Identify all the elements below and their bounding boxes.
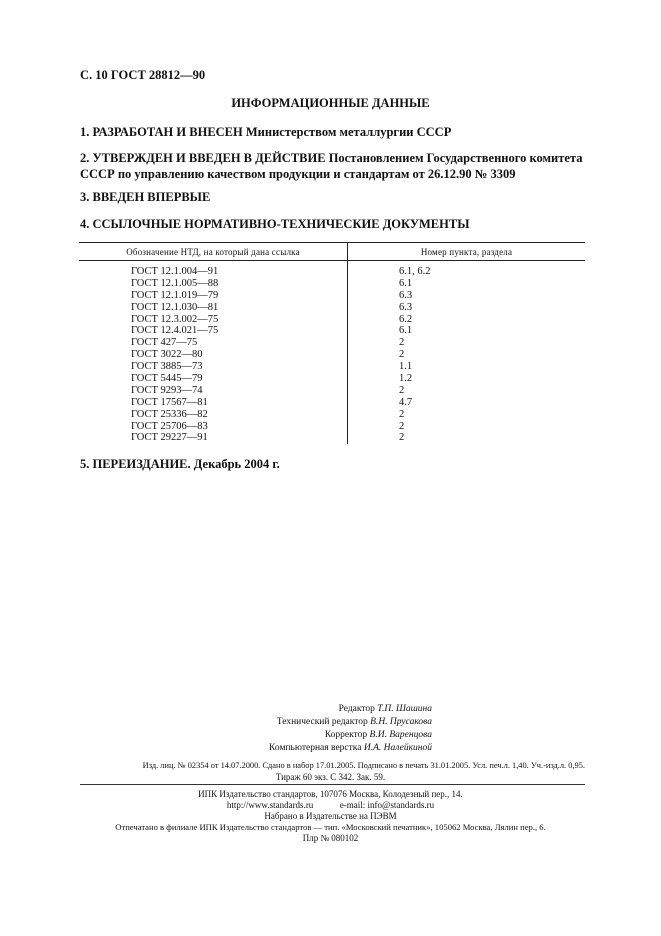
table-cell-point: 2: [399, 432, 405, 444]
publisher-license: Плр № 080102: [302, 833, 359, 843]
table-row: [79, 432, 585, 444]
credit-person: И.А. Налейкиной: [363, 743, 432, 753]
item-text: Постановлением Государственного комитета СССР по управлению качеством продукции и стандартам от 26.12.90 № 3309: [80, 151, 583, 181]
credit-role: Компьютерная верстка: [269, 743, 362, 753]
table-cell-point: 6.1: [399, 325, 413, 337]
table-row: [79, 361, 585, 373]
footer-rule: [80, 784, 585, 785]
table-cell-point: 1.1: [399, 361, 413, 373]
table-cell-document: ГОСТ 12.1.019—79: [131, 289, 219, 301]
item-heading: ПЕРЕИЗДАНИЕ.: [92, 457, 191, 471]
table-cell-document: ГОСТ 12.1.004—91: [131, 266, 219, 277]
credit-editor: [0, 703, 432, 716]
item-number: 3.: [80, 190, 90, 204]
table-cell-document: ГОСТ 25336—82: [131, 408, 208, 420]
publisher-printing: Отпечатано в филиале ИПК Издательство стандартов — тип. «Московский печатник», 105062 Москва, Лялин пер., 6.: [115, 822, 546, 832]
credit-person: Т.П. Шашина: [377, 704, 432, 714]
table-body: [79, 266, 585, 444]
credit-role: Корректор: [324, 730, 368, 740]
credit-tech-editor: [0, 716, 432, 729]
credit-person: В.И. Варенцова: [369, 730, 432, 740]
table-row: [79, 385, 585, 397]
credit-person: В.Н. Прусакова: [370, 717, 432, 727]
table-row: [79, 290, 585, 302]
item-number: 2.: [80, 151, 90, 165]
table-row: [79, 325, 585, 337]
item-text: Декабрь 2004 г.: [193, 457, 280, 471]
table-cell-point: 2: [399, 420, 405, 432]
table-cell-point: 2: [399, 349, 405, 361]
item-heading: ССЫЛОЧНЫЕ НОРМАТИВНО-ТЕХНИЧЕСКИЕ ДОКУМЕНТЫ: [92, 217, 470, 231]
table-cell-point: 2: [399, 337, 405, 349]
table-cell-point: 6.1: [399, 277, 413, 289]
print-info-line-1: Изд. лиц. № 02354 от 14.07.2000. Сдано в набор 17.01.2005. Подписано в печать 31.01.2005. Усл. печ.л. 1,40. Уч.-изд.л. 0,95.: [142, 761, 585, 770]
publisher-website: http://www.standards.ru: [226, 800, 314, 810]
publisher-contacts: [0, 800, 661, 812]
item-heading: РАЗРАБОТАН И ВНЕСЕН: [92, 125, 243, 139]
table-cell-document: ГОСТ 12.1.005—88: [131, 277, 219, 289]
print-info-line-2: Тираж 60 экз. С 342. Зак. 59.: [275, 772, 386, 782]
credit-role: Редактор: [338, 704, 375, 714]
table-row: [79, 421, 585, 433]
table-row: [79, 278, 585, 290]
table-cell-point: 6.1, 6.2: [399, 266, 431, 277]
publisher-address: ИПК Издательство стандартов, 107076 Москва, Колодезный пер., 14.: [198, 789, 463, 799]
page-header: С. 10 ГОСТ 28812—90: [80, 68, 206, 82]
info-item-4: [80, 216, 469, 232]
table-cell-document: ГОСТ 25706—83: [131, 420, 208, 432]
table-cell-document: ГОСТ 29227—91: [131, 432, 208, 444]
table-cell-document: ГОСТ 3885—73: [131, 361, 203, 373]
table-row: [79, 349, 585, 361]
publisher-typeset: Набрано в Издательстве на ПЭВМ: [264, 811, 397, 821]
table-row: [79, 397, 585, 409]
column-header-document: Обозначение НТД, на который дана ссылка: [126, 247, 300, 257]
table-cell-point: 6.3: [399, 289, 413, 301]
item-number: 5.: [80, 457, 90, 471]
credit-layout: [0, 742, 432, 755]
table-cell-document: ГОСТ 427—75: [131, 337, 198, 349]
item-text: Министерством металлургии СССР: [245, 125, 452, 139]
info-item-1: [80, 124, 451, 140]
credit-corrector: [0, 729, 432, 742]
table-row: [79, 373, 585, 385]
table-row: [79, 314, 585, 326]
table-cell-document: ГОСТ 12.4.021—75: [131, 325, 219, 337]
item-number: 4.: [80, 217, 90, 231]
table-cell-point: 6.3: [399, 301, 413, 313]
table-cell-document: ГОСТ 12.3.002—75: [131, 313, 219, 325]
item-heading: ВВЕДЕН ВПЕРВЫЕ: [92, 190, 211, 204]
table-cell-document: ГОСТ 5445—79: [131, 373, 203, 385]
table-cell-point: 1.2: [399, 373, 413, 385]
table-cell-document: ГОСТ 3022—80: [131, 349, 203, 361]
table-cell-point: 2: [399, 384, 405, 396]
info-item-3: [80, 189, 210, 205]
column-header-point: Номер пункта, раздела: [420, 247, 513, 257]
table-cell-point: 2: [399, 408, 405, 420]
table-cell-document: ГОСТ 12.1.030—81: [131, 301, 219, 313]
info-item-2: [80, 150, 620, 182]
table-cell-document: ГОСТ 9293—74: [131, 384, 203, 396]
publisher-email: e-mail: info@standards.ru: [339, 800, 435, 810]
table-cell-document: ГОСТ 17567—81: [131, 396, 208, 408]
info-item-5: [80, 456, 280, 472]
item-number: 1.: [80, 125, 90, 139]
table-row: [79, 409, 585, 421]
table-row: [79, 302, 585, 314]
table-row: [79, 266, 585, 278]
table-top-rule: [79, 242, 585, 243]
credit-role: Технический редактор: [276, 717, 368, 727]
table-header-rule: [79, 260, 585, 261]
table-cell-point: 6.2: [399, 313, 413, 325]
section-title: ИНФОРМАЦИОННЫЕ ДАННЫЕ: [231, 96, 430, 110]
table-row: [79, 337, 585, 349]
item-heading: УТВЕРЖДЕН И ВВЕДЕН В ДЕЙСТВИЕ: [92, 151, 326, 165]
table-cell-point: 4.7: [399, 396, 413, 408]
